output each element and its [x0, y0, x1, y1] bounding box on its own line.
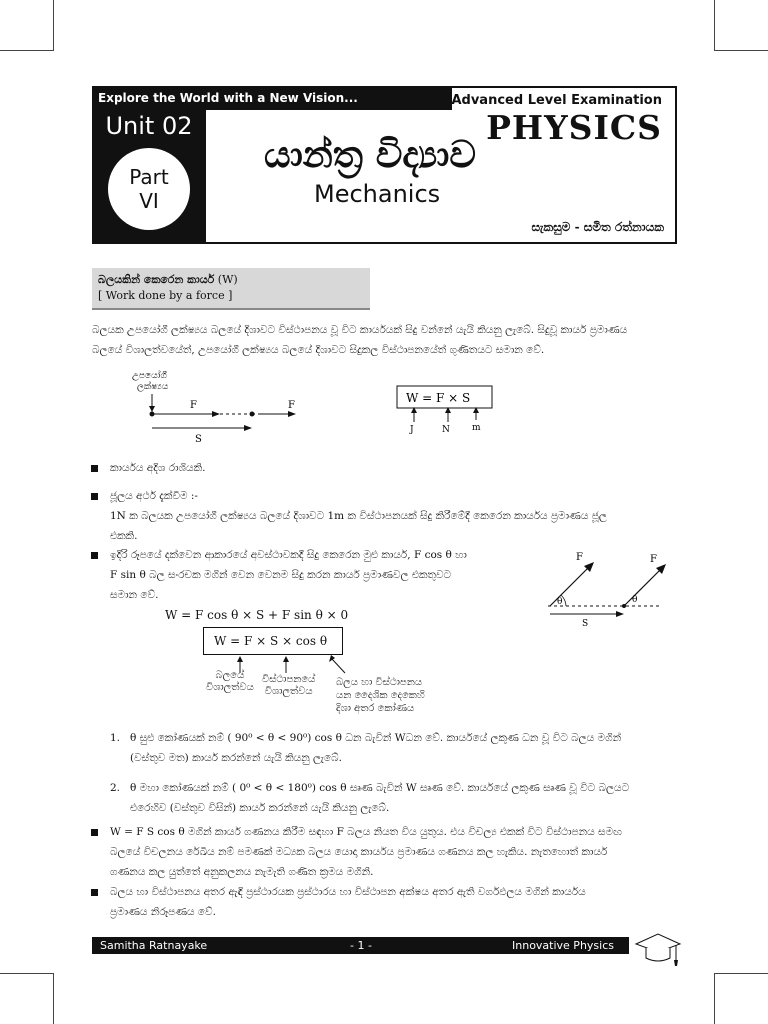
- force-arrowhead: [288, 411, 296, 417]
- bullet-title: ජූලය අර්ථ දැක්වීම :-: [110, 490, 198, 502]
- footer-author: Samitha Ratnayake: [100, 939, 208, 952]
- list-item-acute: [130, 728, 675, 768]
- part-number: VI: [139, 189, 159, 213]
- footer-brand: Innovative Physics: [512, 939, 614, 952]
- bullet-marker: [91, 552, 98, 559]
- bullet-components: [110, 545, 510, 605]
- subject-title: PHYSICS: [486, 108, 662, 147]
- bullet-marker: [91, 493, 98, 500]
- force-vector: [550, 566, 590, 606]
- annotation-line: විස්ථාපනයේ: [262, 674, 316, 685]
- section-subtitle: [ Work done by a force ]: [98, 289, 233, 302]
- unit-metre: m: [472, 423, 481, 433]
- graduation-cap-icon: [632, 930, 682, 970]
- bullet-line: ඉදිරි රූපයේ දක්වෙන ආකාරයේ අවස්ථාවකදී සිදු කෙරෙන මුළු කාර්ය, F cos θ හා: [110, 549, 467, 561]
- annotation-line: බලයේ: [215, 670, 245, 681]
- bullet-line: සමාන වේ.: [110, 589, 159, 601]
- crop-mark: [714, 973, 715, 1024]
- bullet-graph-area: [110, 882, 685, 922]
- bullet-marker: [91, 465, 98, 472]
- force-arrowhead: [212, 411, 220, 417]
- crop-mark: [0, 973, 54, 974]
- displacement-arrowhead: [616, 611, 624, 617]
- displacement-label: S: [582, 619, 589, 628]
- intro-paragraph: [92, 320, 682, 360]
- annotation-line: විශාලත්වය: [264, 686, 313, 697]
- bullet-text: කාර්යය අදිශ රාශියකි.: [110, 462, 206, 474]
- crop-mark: [714, 973, 768, 974]
- exam-label: Advanced Level Examination: [451, 93, 662, 108]
- part-word: Part: [129, 165, 169, 189]
- bullet-marker: [91, 889, 98, 896]
- bullet-line: බලයේ විචලනය රේඛීය නම් පමණක් මධ්‍යක බලය යොදා කාර්යය ප්‍රමාණය ගණනය කල හැකිය. නැතහොත් කාර්ය: [110, 846, 608, 858]
- bullet-marker: [91, 829, 98, 836]
- unit-label: Unit 02: [105, 112, 193, 140]
- section-title: බලයකින් කෙරෙන කාර්ය: [98, 273, 215, 286]
- force-vector: [624, 568, 662, 606]
- bullet-line: ප්‍රමාණය නිරූපණය වේ.: [110, 906, 216, 918]
- part-badge: [108, 148, 190, 230]
- list-number: 2.: [110, 782, 121, 794]
- list-item-obtuse: [130, 778, 675, 818]
- annotation-line: යන දෛශික දෙකෙහි: [336, 690, 425, 701]
- section-symbol: (W): [217, 273, 238, 286]
- author-credit: සැකසුම - සමිත රත්නායක: [531, 220, 664, 234]
- unit-newton: N: [442, 425, 450, 435]
- angle-label: θ: [557, 597, 563, 607]
- bullet-line: 1N ක බලයක උපයෝගී ලක්ෂ්‍යය බලයේ දිශාවට 1m ක විස්ථාපනයක් සිදු කිරීමේදී කෙරෙන කාර්යය ප්‍රමාණය ජූල: [110, 510, 607, 522]
- list-line: θ සුළු කෝණයක් නම් ( 90⁰ < θ < 90⁰) cos θ ධන බැවින් Wධන වේ. කාර්යයේ ලකුණ ධන වූ විට බලය මගින්: [130, 732, 622, 744]
- crop-mark: [53, 0, 54, 50]
- displacement-label: S: [195, 434, 202, 445]
- crop-mark: [53, 973, 54, 1024]
- displacement-arrowhead: [244, 425, 252, 431]
- bullet-joule: [110, 486, 685, 546]
- annotation-line: විශාලත්වය: [206, 682, 254, 693]
- crop-mark: [714, 0, 715, 50]
- page-title-sinhala: යාන්ත්‍ර විද්‍යාව: [264, 132, 476, 176]
- bullet-variable-force: [110, 822, 685, 882]
- point-label: උපයෝගී: [132, 371, 167, 381]
- angled-force-diagram: [540, 544, 690, 628]
- angle-label: θ: [632, 595, 638, 605]
- bullet-line: F sin θ බල සංරචක මගින් වෙන වෙනම සිදු කරන කාර්ය ප්‍රමාණවල එකතුවට: [110, 569, 452, 581]
- force-label: F: [576, 552, 583, 563]
- crop-mark: [0, 50, 54, 51]
- list-line: එරෙහිව (වස්තුව විසින්) කාර්ය කරන්නේ යැයි කියනු ලැබේ.: [130, 802, 390, 814]
- force-label: F: [288, 400, 295, 411]
- pointer-arrowhead: [237, 656, 243, 662]
- list-number: 1.: [110, 732, 121, 744]
- force-label: F: [650, 554, 657, 565]
- crop-mark: [714, 50, 768, 51]
- intro-line: බලයක උපයෝගී ලක්ෂ්‍යය බලයේ දිශාවට විස්ථාපනය වූ විට කාර්යයක් සිදු වන්නේ යැයි කියනු ලැබේ. සිදුවූ කාර්ය ප්‍රමාණය: [92, 324, 628, 336]
- pointer-arrowhead: [283, 656, 289, 662]
- tagline: Explore the World with a New Vision...: [92, 86, 452, 110]
- pointer-line: [332, 659, 345, 673]
- annotation-force: [206, 670, 254, 694]
- work-diagram: [120, 366, 560, 446]
- annotation-line: දිශා අතර කෝණය: [336, 703, 415, 714]
- annotation-displacement: [262, 674, 315, 698]
- list-line: (වස්තුව මත) කාර්ය කරන්නේ යැයි කියනු ලැබේ.: [130, 752, 342, 764]
- page-title-english: Mechanics: [314, 180, 441, 208]
- unit-joule: J: [410, 425, 414, 435]
- equation-box: W = F × S × cos θ: [203, 627, 343, 655]
- bullet-line: W = F S cos θ මගින් කාර්ය ගණනය කිරීම සඳහා F බලය නියත විය යුතුය. එය විචල්‍ය එකක් විට විස්ථාපනය සමඟ: [110, 826, 622, 838]
- bullet-line: බලය හා විස්ථාපනය අතර ඇඳි ප්‍රස්ථාරයක ප්‍රස්ථාරය හා විස්ථාපන අක්ෂය අතර ඇති වර්ගඵලය මගින් කාර්යය: [110, 886, 586, 898]
- annotation-angle: [336, 676, 425, 715]
- section-heading: [92, 268, 370, 310]
- force-label: F: [190, 400, 197, 411]
- bullet-line: එකකි.: [110, 530, 138, 542]
- footer-bar: [92, 937, 629, 954]
- page-number: - 1 -: [350, 939, 372, 952]
- annotation-line: බලය හා විස්ථාපනය: [336, 677, 423, 688]
- pointer-arrowhead: [149, 406, 155, 412]
- list-line: θ මහා කෝණයක් නම් ( 0⁰ < θ < 180⁰) cos θ සෘණ බැවින් W සෘණ වේ. කාර්යයේ ලකුණ සෘණ වූ විට බලයට: [130, 782, 630, 794]
- equation-components: W = F cos θ × S + F sin θ × 0: [165, 608, 349, 622]
- bullet-line: ගණනය කල යුත්තේ අනුකලනය නැමැති ගණිත ක්‍රමය මගිනි.: [110, 866, 374, 878]
- formula: W = F × S: [406, 391, 471, 405]
- intro-line: බලයේ විශාලත්වයේත්, උපයෝගී ලක්ෂ්‍යය බලයේ දිශාවට සිදුකල විස්ථාපනයේත් ගුණිතයට සමාන වේ.: [92, 344, 545, 356]
- point-label: ලක්ෂ්‍යය: [137, 382, 169, 392]
